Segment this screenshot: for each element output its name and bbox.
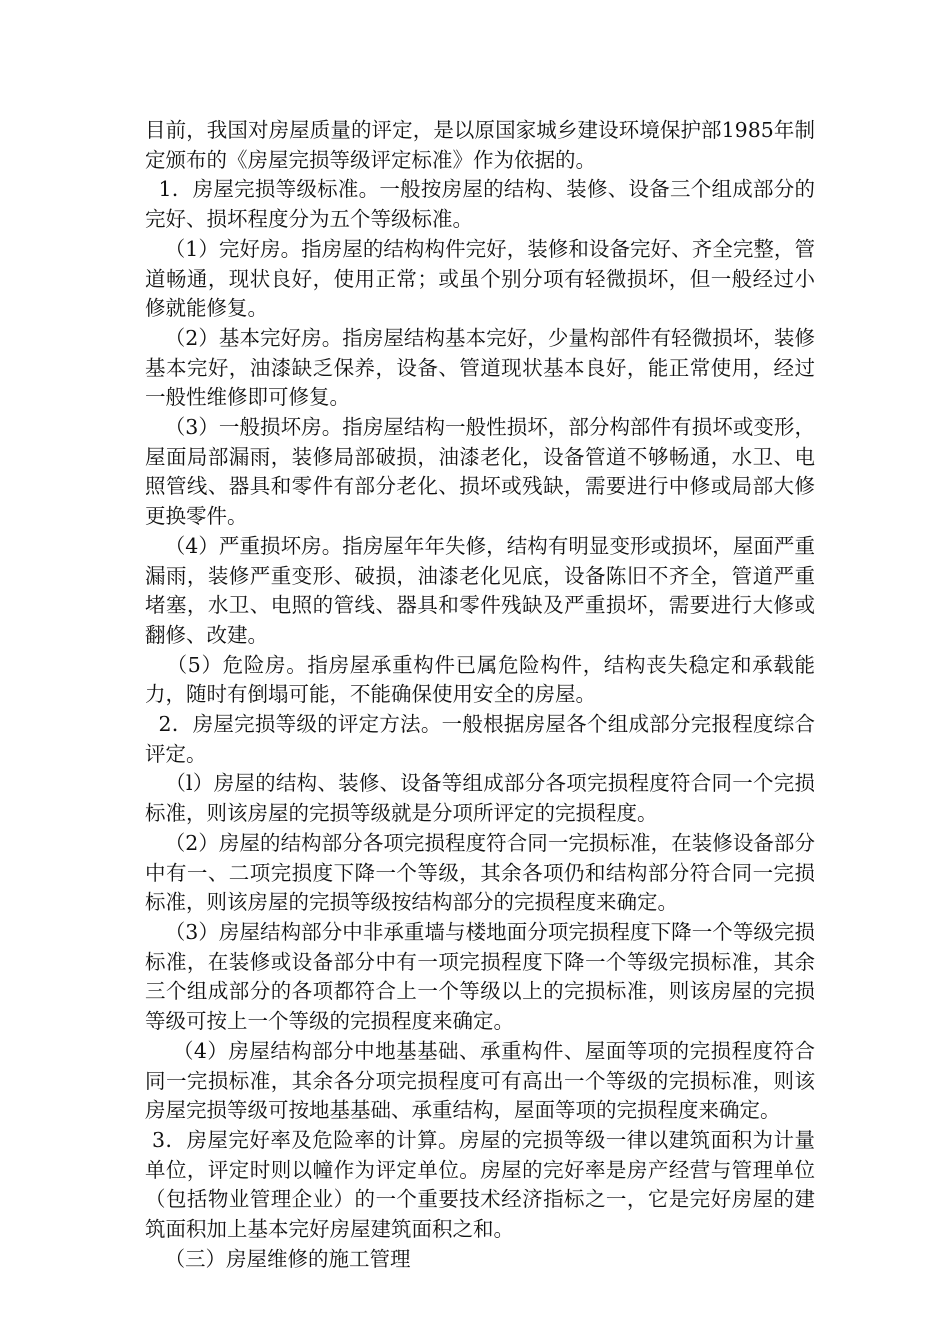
paragraph-item-1-1: （1）完好房。指房屋的结构构件完好，装修和设备完好、齐全完整，管道畅通，现状良好，使用正常；或虽个别分项有轻微损坏，但一般经过小修就能修复。 — [145, 236, 815, 321]
paragraph-heading-3: （三）房屋维修的施工管理 — [145, 1246, 411, 1271]
paragraph-intro: 目前，我国对房屋质量的评定，是以原国家城乡建设环境保护部1985年制定颁布的《房屋完损等级评定标准》作为依据的。 — [145, 118, 815, 172]
paragraph-item-2-2: （2）房屋的结构部分各项完损程度符合同一完损标准，在装修设备部分中有一、二项完损度下降一个等级，其余各项仍和结构部分符合同一完损标准，则该房屋的完损等级按结构部分的完损程度来确定。 — [145, 830, 815, 915]
paragraph-section-3: 3．房屋完好率及危险率的计算。房屋的完损等级一律以建筑面积为计量单位，评定时则以幢作为评定单位。房屋的完好率是房产经营与管理单位（包括物业管理企业）的一个重要技术经济指标之一，它是完好房屋的建筑面积加上基本完好房屋建筑面积之和。 — [145, 1127, 815, 1242]
paragraph-item-2-4: （4）房屋结构部分中地基基础、承重构件、屋面等项的完损程度符合同一完损标准，其余各分项完损程度可有高出一个等级的完损标准，则该房屋完损等级可按地基基础、承重结构，屋面等项的完损程度来确定。 — [145, 1038, 815, 1123]
paragraph-item-1-3: （3）一般损坏房。指房屋结构一般性损坏，部分构部件有损坏或变形，屋面局部漏雨，装修局部破损，油漆老化，设备管道不够畅通，水卫、电照管线、器具和零件有部分老化、损坏或残缺，需要进行中修或局部大修更换零件。 — [145, 415, 815, 529]
paragraph-item-1-2: （2）基本完好房。指房屋结构基本完好，少量构部件有轻微损坏，装修基本完好，油漆缺乏保养，设备、管道现状基本良好，能正常使用，经过一般性维修即可修复。 — [145, 325, 815, 410]
paragraph-section-1: 1．房屋完损等级标准。一般按房屋的结构、装修、设备三个组成部分的完好、损坏程度分为五个等级标准。 — [145, 177, 815, 232]
paragraph-item-2-3: （3）房屋结构部分中非承重墙与楼地面分项完损程度下降一个等级完损标准，在装修或设备部分中有一项完损程度下降一个等级完损标准，其余三个组成部分的各项都符合上一个等级以上的完损标准，则该房屋的完损等级可按上一个等级的完损程度来确定。 — [145, 919, 815, 1034]
paragraph-item-1-4: （4）严重损坏房。指房屋年年失修，结构有明显变形或损坏，屋面严重漏雨，装修严重变形、破损，油漆老化见底，设备陈旧不齐全，管道严重堵塞，水卫、电照的管线、器具和零件残缺及严重损坏，需要进行大修或翻修、改建。 — [145, 533, 815, 647]
paragraph-item-1-5: （5）危险房。指房屋承重构件已属危险构件，结构丧失稳定和承载能力，随时有倒塌可能，不能确保使用安全的房屋。 — [145, 652, 815, 707]
document-body — [145, 116, 815, 1274]
paragraph-section-2: 2．房屋完损等级的评定方法。一般根据房屋各个组成部分完报程度综合评定。 — [145, 712, 815, 766]
paragraph-item-2-1: （l）房屋的结构、装修、设备等组成部分各项完损程度符合同一个完损标准，则该房屋的完损等级就是分项所评定的完损程度。 — [145, 771, 815, 826]
